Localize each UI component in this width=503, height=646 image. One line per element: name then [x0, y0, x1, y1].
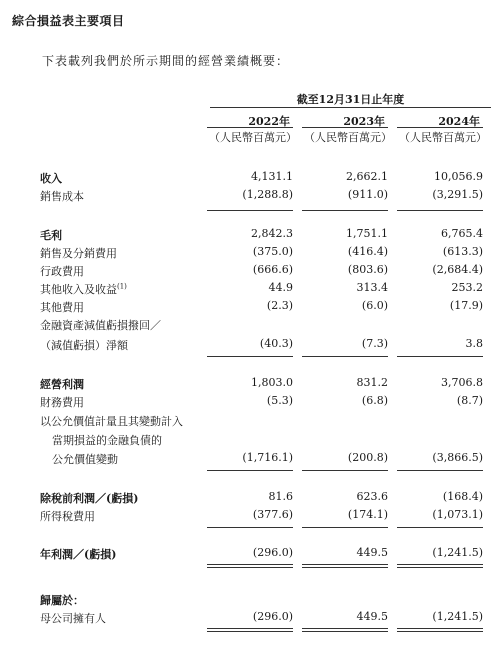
unit-label-2024: （人民幣百萬元）	[399, 131, 487, 144]
unit-label-2022: （人民幣百萬元）	[209, 131, 297, 144]
value-2022: 1,803.0	[251, 376, 293, 389]
year-2024-rule	[397, 127, 483, 128]
row-label: 年利潤／(虧損)	[40, 548, 117, 561]
value-2024: (8.7)	[456, 394, 483, 407]
footnote-marker: (1)	[117, 282, 127, 291]
row-label: 母公司擁有人	[40, 612, 106, 625]
row-label: 銷售成本	[40, 190, 84, 203]
value-2023: 449.5	[356, 546, 388, 559]
value-2022: (1,716.1)	[242, 451, 293, 464]
value-2023: (6.0)	[361, 299, 388, 312]
table-row	[0, 413, 503, 429]
period-header: 截至12月31日止年度	[296, 93, 405, 106]
year-2023-rule	[302, 127, 388, 128]
row-label: 經營利潤	[40, 378, 84, 391]
row-label: 毛利	[40, 229, 62, 242]
value-2022: 81.6	[268, 490, 293, 503]
table-row	[0, 317, 503, 333]
table-row	[0, 227, 503, 243]
year-2023-header: 2023年	[343, 115, 385, 128]
value-2023: (200.8)	[347, 451, 388, 464]
subtotal-rule	[397, 527, 483, 528]
subtotal-rule	[207, 527, 293, 528]
row-label: 財務費用	[40, 396, 84, 409]
table-row	[0, 490, 503, 506]
year-2022-header: 2022年	[248, 115, 290, 128]
value-2023: 2,662.1	[346, 170, 388, 183]
value-2022: 2,842.3	[251, 227, 293, 240]
intro-text: 下表載列我們於所示期間的經營業績概要：	[42, 54, 290, 68]
total-double-rule	[302, 564, 388, 568]
value-2023: (911.0)	[347, 188, 388, 201]
value-2024: (1,241.5)	[432, 546, 483, 559]
value-2022: (296.0)	[252, 546, 293, 559]
table-row	[0, 546, 503, 562]
value-2022: 44.9	[268, 281, 293, 294]
subtotal-rule	[397, 470, 483, 471]
subtotal-rule	[302, 356, 388, 357]
total-double-rule	[302, 628, 388, 632]
value-2024: (17.9)	[449, 299, 483, 312]
table-row	[0, 299, 503, 315]
year-2022-rule	[207, 127, 293, 128]
table-row	[0, 508, 503, 524]
table-row	[0, 245, 503, 261]
table-row	[0, 394, 503, 410]
row-label: 銷售及分銷費用	[40, 247, 117, 260]
value-2022: (1,288.8)	[242, 188, 293, 201]
value-2024: 3.8	[465, 337, 483, 350]
value-2023: 449.5	[356, 610, 388, 623]
subtotal-rule	[207, 470, 293, 471]
period-rule	[210, 107, 491, 108]
total-double-rule	[397, 628, 483, 632]
row-label: 金融資產減值虧損撥回／	[40, 319, 161, 332]
table-row	[0, 281, 503, 297]
table-row	[0, 263, 503, 279]
row-label: 公允價值變動	[52, 453, 118, 466]
row-label: （減值虧損）淨額	[40, 339, 128, 352]
unit-label-2023: （人民幣百萬元）	[304, 131, 392, 144]
table-row	[0, 188, 503, 204]
value-2023: (7.3)	[361, 337, 388, 350]
subtotal-rule	[397, 210, 483, 211]
table-row	[0, 610, 503, 626]
row-label: 所得稅費用	[40, 510, 95, 523]
subtotal-rule	[207, 210, 293, 211]
value-2024: (1,073.1)	[432, 508, 483, 521]
section-title: 綜合損益表主要項目	[12, 14, 125, 28]
row-label: 當期損益的金融負債的	[52, 434, 162, 447]
row-label: 收入	[40, 172, 62, 185]
table-row	[0, 376, 503, 392]
value-2024: (3,866.5)	[432, 451, 483, 464]
value-2023: (6.8)	[361, 394, 388, 407]
subtotal-rule	[302, 527, 388, 528]
table-row	[0, 432, 503, 448]
row-label: 行政費用	[40, 265, 84, 278]
table-row	[0, 337, 503, 353]
table-row	[0, 170, 503, 186]
total-double-rule	[207, 564, 293, 568]
value-2023: 831.2	[356, 376, 388, 389]
value-2024: 6,765.4	[441, 227, 483, 240]
row-label: 以公允價值計量且其變動計入	[40, 415, 183, 428]
value-2024: 253.2	[451, 281, 483, 294]
total-double-rule	[397, 564, 483, 568]
value-2022: (296.0)	[252, 610, 293, 623]
value-2022: (5.3)	[266, 394, 293, 407]
value-2024: (613.3)	[442, 245, 483, 258]
subtotal-rule	[302, 210, 388, 211]
subtotal-rule	[397, 356, 483, 357]
value-2022: (375.0)	[252, 245, 293, 258]
table-row	[0, 451, 503, 467]
value-2023: (803.6)	[347, 263, 388, 276]
value-2022: (2.3)	[266, 299, 293, 312]
total-double-rule	[207, 628, 293, 632]
year-2024-header: 2024年	[438, 115, 480, 128]
value-2024: (2,684.4)	[432, 263, 483, 276]
subtotal-rule	[302, 470, 388, 471]
value-2023: (174.1)	[347, 508, 388, 521]
value-2024: 3,706.8	[441, 376, 483, 389]
value-2023: (416.4)	[347, 245, 388, 258]
value-2024: (3,291.5)	[432, 188, 483, 201]
row-label: 其他費用	[40, 301, 84, 314]
value-2022: (377.6)	[252, 508, 293, 521]
value-2022: 4,131.1	[251, 170, 293, 183]
value-2023: 1,751.1	[346, 227, 388, 240]
row-label-text: 其他收入及收益	[40, 283, 117, 296]
value-2023: 313.4	[356, 281, 388, 294]
row-label	[40, 281, 127, 297]
table-row	[0, 592, 503, 608]
value-2024: 10,056.9	[434, 170, 483, 183]
value-2023: 623.6	[356, 490, 388, 503]
value-2024: (1,241.5)	[432, 610, 483, 623]
value-2024: (168.4)	[442, 490, 483, 503]
subtotal-rule	[207, 356, 293, 357]
value-2022: (666.6)	[252, 263, 293, 276]
value-2022: (40.3)	[259, 337, 293, 350]
row-label: 除稅前利潤／(虧損)	[40, 492, 139, 505]
row-label: 歸屬於：	[40, 594, 84, 607]
